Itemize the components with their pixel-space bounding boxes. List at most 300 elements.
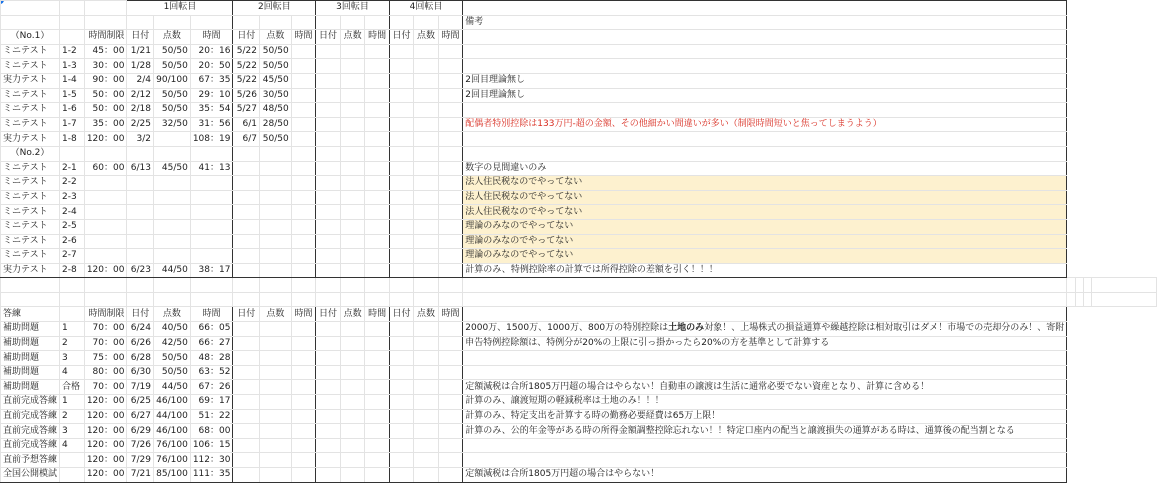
- time-limit[interactable]: 120：00: [84, 468, 127, 483]
- round-cell[interactable]: 50/50: [154, 44, 191, 59]
- test-id[interactable]: 2-3: [60, 190, 85, 205]
- round-cell[interactable]: [127, 234, 154, 249]
- round-cell[interactable]: [389, 351, 413, 366]
- round-cell[interactable]: [316, 395, 341, 410]
- round-cell[interactable]: [340, 365, 364, 380]
- round-cell[interactable]: [389, 409, 413, 424]
- cell[interactable]: [84, 146, 127, 161]
- round-cell[interactable]: [389, 438, 413, 453]
- memo-cell[interactable]: [463, 395, 1067, 410]
- cell[interactable]: [340, 15, 364, 30]
- test-id[interactable]: 1-7: [60, 117, 85, 132]
- time-header[interactable]: 時間: [291, 307, 316, 322]
- round-cell[interactable]: [291, 249, 316, 264]
- round-cell[interactable]: [340, 73, 364, 88]
- round-cell[interactable]: [291, 380, 316, 395]
- round-cell[interactable]: [389, 336, 413, 351]
- round-cell[interactable]: [438, 88, 462, 103]
- round-cell[interactable]: 6/7: [233, 132, 260, 147]
- test-type[interactable]: 補助問題: [1, 365, 60, 380]
- round-cell[interactable]: [365, 409, 389, 424]
- time-header[interactable]: 時間: [365, 30, 389, 45]
- memo-cell[interactable]: 2回目理論無し: [463, 73, 1067, 88]
- round-cell[interactable]: [291, 453, 316, 468]
- round-cell[interactable]: [316, 117, 341, 132]
- round-cell[interactable]: [316, 59, 341, 74]
- round-cell[interactable]: [340, 117, 364, 132]
- cell[interactable]: [60, 15, 85, 30]
- cell[interactable]: [60, 30, 85, 45]
- round-cell[interactable]: [389, 453, 413, 468]
- cell[interactable]: [438, 146, 462, 161]
- cell[interactable]: [1092, 292, 1157, 307]
- round-cell[interactable]: 6/13: [127, 161, 154, 176]
- memo-cell[interactable]: 法人住民税なのでやってない: [463, 190, 1067, 205]
- round-cell[interactable]: [154, 132, 191, 147]
- round-cell[interactable]: [414, 88, 438, 103]
- round-cell[interactable]: 6/23: [127, 263, 154, 278]
- round-cell[interactable]: 6/1: [233, 117, 260, 132]
- round-cell[interactable]: 85/100: [154, 468, 191, 483]
- time-limit[interactable]: [84, 176, 127, 191]
- test-type[interactable]: 補助問題: [1, 322, 60, 337]
- cell[interactable]: [60, 1, 85, 16]
- cell[interactable]: [190, 278, 233, 293]
- time-limit[interactable]: [84, 234, 127, 249]
- round-cell[interactable]: 112：30: [190, 453, 233, 468]
- round-cell[interactable]: 5/26: [233, 88, 260, 103]
- memo-cell[interactable]: [463, 59, 1067, 74]
- round-cell[interactable]: [340, 132, 364, 147]
- round-cell[interactable]: [438, 395, 462, 410]
- round-cell[interactable]: [414, 395, 438, 410]
- date-header[interactable]: 日付: [127, 30, 154, 45]
- test-type[interactable]: ミニテスト: [1, 103, 60, 118]
- round-cell[interactable]: [291, 468, 316, 483]
- round-cell[interactable]: [291, 103, 316, 118]
- round-cell[interactable]: [316, 249, 341, 264]
- round-cell[interactable]: [291, 336, 316, 351]
- round-cell[interactable]: 50/50: [260, 59, 292, 74]
- test-id[interactable]: 1-6: [60, 103, 85, 118]
- round-cell[interactable]: [365, 103, 389, 118]
- time-header[interactable]: 時間: [438, 307, 462, 322]
- round-cell[interactable]: 5/27: [233, 103, 260, 118]
- round-cell[interactable]: 51：22: [190, 409, 233, 424]
- round-header-2[interactable]: 2回転目: [233, 1, 316, 16]
- memo-cell[interactable]: [463, 424, 1067, 439]
- time-limit[interactable]: 70：00: [84, 380, 127, 395]
- round-cell[interactable]: [316, 44, 341, 59]
- cell[interactable]: [389, 292, 413, 307]
- cell[interactable]: [389, 278, 413, 293]
- section-title[interactable]: 答練: [1, 307, 60, 322]
- round-cell[interactable]: 42/50: [154, 336, 191, 351]
- score-header[interactable]: 点数: [154, 30, 191, 45]
- round-cell[interactable]: [389, 73, 413, 88]
- round-cell[interactable]: 31：56: [190, 117, 233, 132]
- round-cell[interactable]: [340, 205, 364, 220]
- round-cell[interactable]: [365, 117, 389, 132]
- date-header[interactable]: 日付: [316, 307, 341, 322]
- date-header[interactable]: 日付: [233, 307, 260, 322]
- round-cell[interactable]: [389, 117, 413, 132]
- time-limit[interactable]: 120：00: [84, 409, 127, 424]
- round-cell[interactable]: [154, 249, 191, 264]
- round-cell[interactable]: [365, 161, 389, 176]
- round-cell[interactable]: 40/50: [154, 322, 191, 337]
- round-cell[interactable]: [365, 468, 389, 483]
- round-cell[interactable]: 7/21: [127, 468, 154, 483]
- round-cell[interactable]: 20：16: [190, 44, 233, 59]
- time-header[interactable]: 時間: [291, 30, 316, 45]
- round-cell[interactable]: [389, 468, 413, 483]
- time-limit[interactable]: [84, 190, 127, 205]
- cell[interactable]: [84, 1, 127, 16]
- memo-cell[interactable]: 数字の見間違いのみ: [463, 161, 1067, 176]
- score-header[interactable]: 点数: [154, 307, 191, 322]
- round-cell[interactable]: 46/100: [154, 395, 191, 410]
- time-limit[interactable]: 75：00: [84, 351, 127, 366]
- round-cell[interactable]: 111：35: [190, 468, 233, 483]
- round-cell[interactable]: [190, 176, 233, 191]
- round-cell[interactable]: [291, 395, 316, 410]
- round-cell[interactable]: [414, 234, 438, 249]
- round-cell[interactable]: 28/50: [260, 117, 292, 132]
- round-cell[interactable]: [260, 468, 292, 483]
- round-cell[interactable]: [260, 336, 292, 351]
- round-cell[interactable]: [438, 424, 462, 439]
- round-cell[interactable]: [365, 249, 389, 264]
- round-cell[interactable]: [233, 322, 260, 337]
- round-cell[interactable]: [291, 219, 316, 234]
- round-cell[interactable]: [316, 336, 341, 351]
- round-cell[interactable]: [340, 322, 364, 337]
- test-id[interactable]: 2-1: [60, 161, 85, 176]
- round-cell[interactable]: [389, 380, 413, 395]
- round-cell[interactable]: [438, 190, 462, 205]
- round-cell[interactable]: [414, 103, 438, 118]
- round-cell[interactable]: 2/12: [127, 88, 154, 103]
- round-cell[interactable]: [389, 44, 413, 59]
- round-cell[interactable]: [291, 73, 316, 88]
- time-limit-header[interactable]: 時間制限: [84, 307, 127, 322]
- round-cell[interactable]: [414, 190, 438, 205]
- cell[interactable]: [60, 292, 85, 307]
- round-cell[interactable]: [414, 468, 438, 483]
- test-type[interactable]: 実力テスト: [1, 132, 60, 147]
- round-cell[interactable]: [414, 336, 438, 351]
- round-cell[interactable]: [190, 219, 233, 234]
- round-cell[interactable]: [438, 453, 462, 468]
- test-id[interactable]: 2-2: [60, 176, 85, 191]
- date-header[interactable]: 日付: [316, 30, 341, 45]
- round-cell[interactable]: [414, 117, 438, 132]
- round-cell[interactable]: 6/24: [127, 322, 154, 337]
- round-cell[interactable]: [260, 365, 292, 380]
- round-cell[interactable]: [316, 161, 341, 176]
- memo-cell[interactable]: [463, 322, 1067, 337]
- round-cell[interactable]: [260, 409, 292, 424]
- round-cell[interactable]: [316, 380, 341, 395]
- round-cell[interactable]: 6/27: [127, 409, 154, 424]
- round-cell[interactable]: 108：19: [190, 132, 233, 147]
- time-limit[interactable]: 90：00: [84, 73, 127, 88]
- round-cell[interactable]: [389, 190, 413, 205]
- cell[interactable]: [463, 292, 1067, 307]
- round-cell[interactable]: [316, 424, 341, 439]
- cell[interactable]: [154, 278, 191, 293]
- round-cell[interactable]: [233, 453, 260, 468]
- round-cell[interactable]: [233, 424, 260, 439]
- round-cell[interactable]: 7/29: [127, 453, 154, 468]
- test-id[interactable]: 2-4: [60, 205, 85, 220]
- cell[interactable]: [1, 1, 60, 16]
- round-cell[interactable]: 2/4: [127, 73, 154, 88]
- round-cell[interactable]: 6/28: [127, 351, 154, 366]
- round-cell[interactable]: [365, 365, 389, 380]
- round-cell[interactable]: 7/26: [127, 438, 154, 453]
- cell[interactable]: [1075, 292, 1083, 307]
- round-cell[interactable]: 6/26: [127, 336, 154, 351]
- cell[interactable]: [260, 278, 292, 293]
- round-cell[interactable]: [154, 205, 191, 220]
- round-cell[interactable]: 76/100: [154, 438, 191, 453]
- round-cell[interactable]: [438, 380, 462, 395]
- round-cell[interactable]: 45/50: [260, 73, 292, 88]
- round-cell[interactable]: [291, 438, 316, 453]
- round-cell[interactable]: [127, 176, 154, 191]
- round-cell[interactable]: [190, 234, 233, 249]
- test-id[interactable]: [60, 453, 85, 468]
- test-id[interactable]: 2-5: [60, 219, 85, 234]
- round-cell[interactable]: [233, 468, 260, 483]
- cell[interactable]: [190, 15, 233, 30]
- score-header[interactable]: 点数: [340, 307, 364, 322]
- time-limit[interactable]: [84, 219, 127, 234]
- test-type[interactable]: ミニテスト: [1, 190, 60, 205]
- memo-cell[interactable]: [463, 380, 1067, 395]
- round-cell[interactable]: [365, 205, 389, 220]
- round-cell[interactable]: [233, 234, 260, 249]
- round-cell[interactable]: [365, 336, 389, 351]
- round-cell[interactable]: [365, 395, 389, 410]
- round-cell[interactable]: [233, 176, 260, 191]
- cell[interactable]: [414, 292, 438, 307]
- round-cell[interactable]: [291, 59, 316, 74]
- cell[interactable]: [154, 146, 191, 161]
- round-cell[interactable]: [365, 176, 389, 191]
- round-cell[interactable]: [291, 44, 316, 59]
- round-cell[interactable]: [340, 59, 364, 74]
- score-header[interactable]: 点数: [260, 307, 292, 322]
- time-limit[interactable]: [84, 205, 127, 220]
- memo-cell[interactable]: 理論のみなのでやってない: [463, 219, 1067, 234]
- round-cell[interactable]: [291, 424, 316, 439]
- round-cell[interactable]: 20：50: [190, 59, 233, 74]
- round-cell[interactable]: [438, 73, 462, 88]
- test-type[interactable]: 直前完成答練: [1, 424, 60, 439]
- round-cell[interactable]: [438, 132, 462, 147]
- round-cell[interactable]: [340, 351, 364, 366]
- round-cell[interactable]: [340, 103, 364, 118]
- round-cell[interactable]: 45/50: [154, 161, 191, 176]
- round-cell[interactable]: [316, 468, 341, 483]
- round-cell[interactable]: [340, 44, 364, 59]
- test-type[interactable]: ミニテスト: [1, 219, 60, 234]
- cell[interactable]: [233, 15, 260, 30]
- round-cell[interactable]: [233, 190, 260, 205]
- round-cell[interactable]: [233, 263, 260, 278]
- cell[interactable]: [190, 292, 233, 307]
- cell[interactable]: [463, 1, 1067, 16]
- round-cell[interactable]: [414, 161, 438, 176]
- round-cell[interactable]: 50/50: [260, 44, 292, 59]
- round-cell[interactable]: 44/100: [154, 409, 191, 424]
- round-cell[interactable]: [389, 249, 413, 264]
- date-header[interactable]: 日付: [127, 307, 154, 322]
- round-cell[interactable]: [340, 263, 364, 278]
- time-limit[interactable]: 120：00: [84, 424, 127, 439]
- round-cell[interactable]: [260, 263, 292, 278]
- round-cell[interactable]: [233, 380, 260, 395]
- round-cell[interactable]: [260, 453, 292, 468]
- round-cell[interactable]: [365, 88, 389, 103]
- round-cell[interactable]: 106：15: [190, 438, 233, 453]
- round-cell[interactable]: [389, 59, 413, 74]
- cell[interactable]: [291, 15, 316, 30]
- round-cell[interactable]: 5/22: [233, 59, 260, 74]
- test-type[interactable]: ミニテスト: [1, 117, 60, 132]
- test-type[interactable]: ミニテスト: [1, 59, 60, 74]
- round-cell[interactable]: [438, 322, 462, 337]
- cell[interactable]: [233, 146, 260, 161]
- round-cell[interactable]: [365, 73, 389, 88]
- round-cell[interactable]: [233, 161, 260, 176]
- round-cell[interactable]: [340, 468, 364, 483]
- memo-cell[interactable]: [463, 132, 1067, 147]
- cell[interactable]: [1083, 292, 1091, 307]
- time-limit[interactable]: 120：00: [84, 438, 127, 453]
- cell[interactable]: [127, 146, 154, 161]
- memo-cell[interactable]: [463, 351, 1067, 366]
- cell[interactable]: [463, 278, 1067, 293]
- cell[interactable]: [84, 292, 127, 307]
- memo-cell[interactable]: [463, 468, 1067, 483]
- test-type[interactable]: ミニテスト: [1, 249, 60, 264]
- round-cell[interactable]: [291, 117, 316, 132]
- memo-cell[interactable]: 2回目理論無し: [463, 88, 1067, 103]
- round-header-4[interactable]: 4回転目: [389, 1, 462, 16]
- round-cell[interactable]: [127, 190, 154, 205]
- round-cell[interactable]: [438, 117, 462, 132]
- round-cell[interactable]: [438, 234, 462, 249]
- round-cell[interactable]: [340, 234, 364, 249]
- test-id[interactable]: 2-8: [60, 263, 85, 278]
- round-cell[interactable]: [316, 219, 341, 234]
- round-cell[interactable]: [365, 424, 389, 439]
- cell[interactable]: [233, 292, 260, 307]
- test-id[interactable]: 1-4: [60, 73, 85, 88]
- round-cell[interactable]: 68：00: [190, 424, 233, 439]
- cell[interactable]: [414, 146, 438, 161]
- memo-cell[interactable]: 理論のみなのでやってない: [463, 234, 1067, 249]
- cell[interactable]: [414, 278, 438, 293]
- round-cell[interactable]: [438, 365, 462, 380]
- test-id[interactable]: 2-7: [60, 249, 85, 264]
- round-cell[interactable]: [438, 249, 462, 264]
- round-cell[interactable]: [438, 59, 462, 74]
- time-limit[interactable]: 50：00: [84, 103, 127, 118]
- cell[interactable]: [1, 278, 60, 293]
- memo-cell[interactable]: [463, 103, 1067, 118]
- round-cell[interactable]: [389, 263, 413, 278]
- round-cell[interactable]: [291, 176, 316, 191]
- cell[interactable]: [60, 146, 85, 161]
- round-cell[interactable]: [340, 424, 364, 439]
- round-cell[interactable]: 50/50: [154, 103, 191, 118]
- test-type[interactable]: ミニテスト: [1, 176, 60, 191]
- test-id[interactable]: [60, 468, 85, 483]
- round-cell[interactable]: [389, 219, 413, 234]
- round-cell[interactable]: [260, 322, 292, 337]
- time-header[interactable]: 時間: [190, 30, 233, 45]
- round-cell[interactable]: [260, 395, 292, 410]
- round-cell[interactable]: [291, 88, 316, 103]
- cell[interactable]: [291, 146, 316, 161]
- test-id[interactable]: 2-6: [60, 234, 85, 249]
- cell[interactable]: [84, 15, 127, 30]
- round-cell[interactable]: [365, 380, 389, 395]
- round-cell[interactable]: [340, 336, 364, 351]
- memo-cell[interactable]: 理論のみなのでやってない: [463, 249, 1067, 264]
- round-cell[interactable]: [190, 205, 233, 220]
- round-cell[interactable]: [438, 161, 462, 176]
- round-cell[interactable]: [316, 351, 341, 366]
- cell[interactable]: [260, 146, 292, 161]
- round-cell[interactable]: 2/25: [127, 117, 154, 132]
- test-id[interactable]: 2: [60, 409, 85, 424]
- cell[interactable]: [365, 278, 389, 293]
- round-cell[interactable]: [316, 132, 341, 147]
- date-header[interactable]: 日付: [389, 30, 413, 45]
- round-cell[interactable]: [414, 59, 438, 74]
- round-cell[interactable]: [233, 219, 260, 234]
- round-cell[interactable]: 7/19: [127, 380, 154, 395]
- cell[interactable]: [127, 15, 154, 30]
- round-cell[interactable]: [154, 219, 191, 234]
- cell[interactable]: [365, 146, 389, 161]
- round-cell[interactable]: [190, 190, 233, 205]
- group-label[interactable]: （No.2）: [1, 146, 60, 161]
- round-cell[interactable]: [389, 395, 413, 410]
- round-cell[interactable]: [414, 249, 438, 264]
- cell[interactable]: [463, 30, 1067, 45]
- test-type[interactable]: 実力テスト: [1, 263, 60, 278]
- round-cell[interactable]: 6/30: [127, 365, 154, 380]
- round-cell[interactable]: [438, 263, 462, 278]
- round-cell[interactable]: [260, 380, 292, 395]
- round-cell[interactable]: [260, 351, 292, 366]
- round-cell[interactable]: [389, 234, 413, 249]
- cell[interactable]: [1075, 278, 1083, 293]
- score-header[interactable]: 点数: [414, 307, 438, 322]
- round-cell[interactable]: [316, 88, 341, 103]
- round-cell[interactable]: [233, 336, 260, 351]
- date-header[interactable]: 日付: [233, 30, 260, 45]
- round-cell[interactable]: 66：05: [190, 322, 233, 337]
- cell[interactable]: [190, 146, 233, 161]
